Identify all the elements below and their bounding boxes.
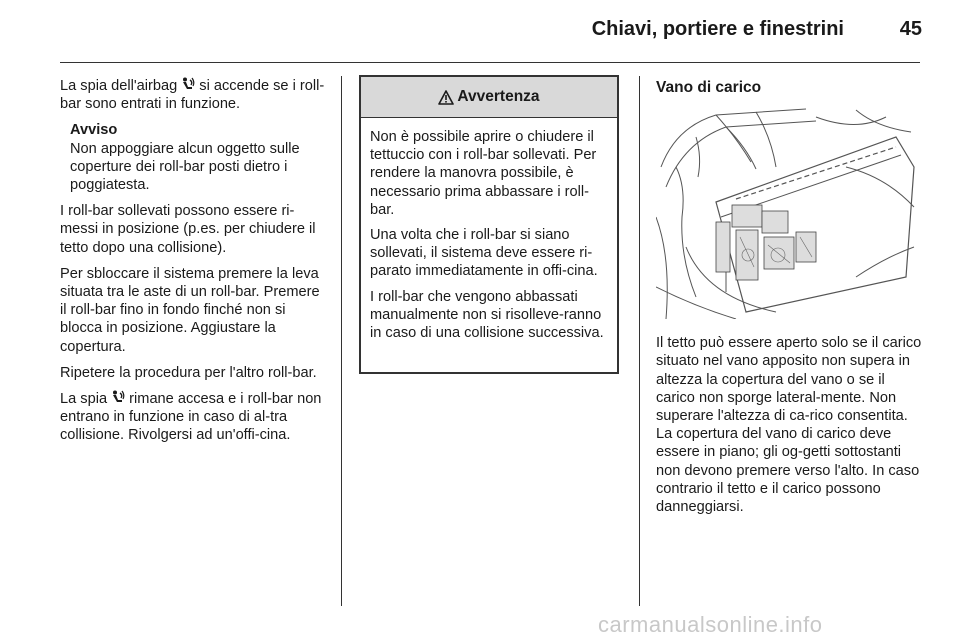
column-divider-right: [639, 76, 640, 606]
watermark: carmanualsonline.info: [598, 612, 823, 637]
header-divider: [60, 62, 920, 63]
right-column: [656, 79, 922, 524]
warning-paragraph-3: I roll-bar che vengono abbassati manualmente non si risolleve-ranno in caso di una collisione successiva.: [370, 288, 604, 342]
warning-box: [359, 75, 619, 374]
warning-paragraph-1: Non è possibile aprire o chiudere il tettuccio con i roll-bar sollevati. Per rendere la manovra possibile, è necessario prima abbassare i roll-bar.: [370, 129, 597, 218]
paragraph-light-stays-on: La spia rimane accesa e i roll-bar non entrano in funzione in caso di al-tra collisione. Rivolgersi ad un'offi-cina.: [60, 391, 322, 444]
airbag-warning-icon: [111, 390, 125, 405]
paragraph-airbag-light: La spia dell'airbag si accende se i roll-bar sono entrati in funzione.: [60, 78, 325, 113]
paragraph-repeat: Ripetere la procedura per l'altro roll-bar.: [60, 364, 317, 381]
column-divider-left: [341, 76, 342, 606]
warning-triangle-icon: [438, 90, 454, 105]
paragraph-reset: I roll-bar sollevati possono essere ri-messi in posizione (p.es. per chiudere il tetto dopo una collisione).: [60, 203, 316, 256]
cargo-compartment-illustration: [656, 107, 918, 319]
warning-header: [361, 77, 617, 118]
left-column: [60, 77, 330, 453]
airbag-warning-icon: [181, 77, 195, 92]
page-title: Chiavi, portiere e finestrini: [591, 18, 844, 40]
cargo-paragraph: Il tetto può essere aperto solo se il carico situato nel vano apposito non supera in altezza la copertura del vano o se il carico non sporge lateral-mente. Non superare l'altezza di ca-rico consentita. La copertura del vano di carico deve essere in piano; gli og-getti sottostanti non devono premere verso l'alto. In caso contrario il tetto e il carico possono danneggiarsi.: [656, 335, 922, 516]
warning-paragraph-2: Una volta che i roll-bar si siano sollevati, il sistema deve essere ri-parato immediatamente in offi-cina.: [370, 227, 598, 280]
notice-text: Non appoggiare alcun oggetto sulle coperture dei roll-bar posti dietro i poggiatesta.: [70, 140, 300, 194]
notice-title: Avviso: [70, 122, 118, 139]
paragraph-unlock: Per sbloccare il sistema premere la leva situata tra le aste di un roll-bar. Premere il roll-bar fino in fondo finché non si blocca in posizione. Aggiustare la copertura.: [60, 265, 320, 355]
warning-body: [361, 118, 617, 342]
page-number: 45: [899, 18, 922, 40]
warning-title: Avvertenza: [457, 88, 540, 105]
notice-box: [70, 121, 330, 194]
section-heading: Vano di carico: [656, 79, 762, 96]
